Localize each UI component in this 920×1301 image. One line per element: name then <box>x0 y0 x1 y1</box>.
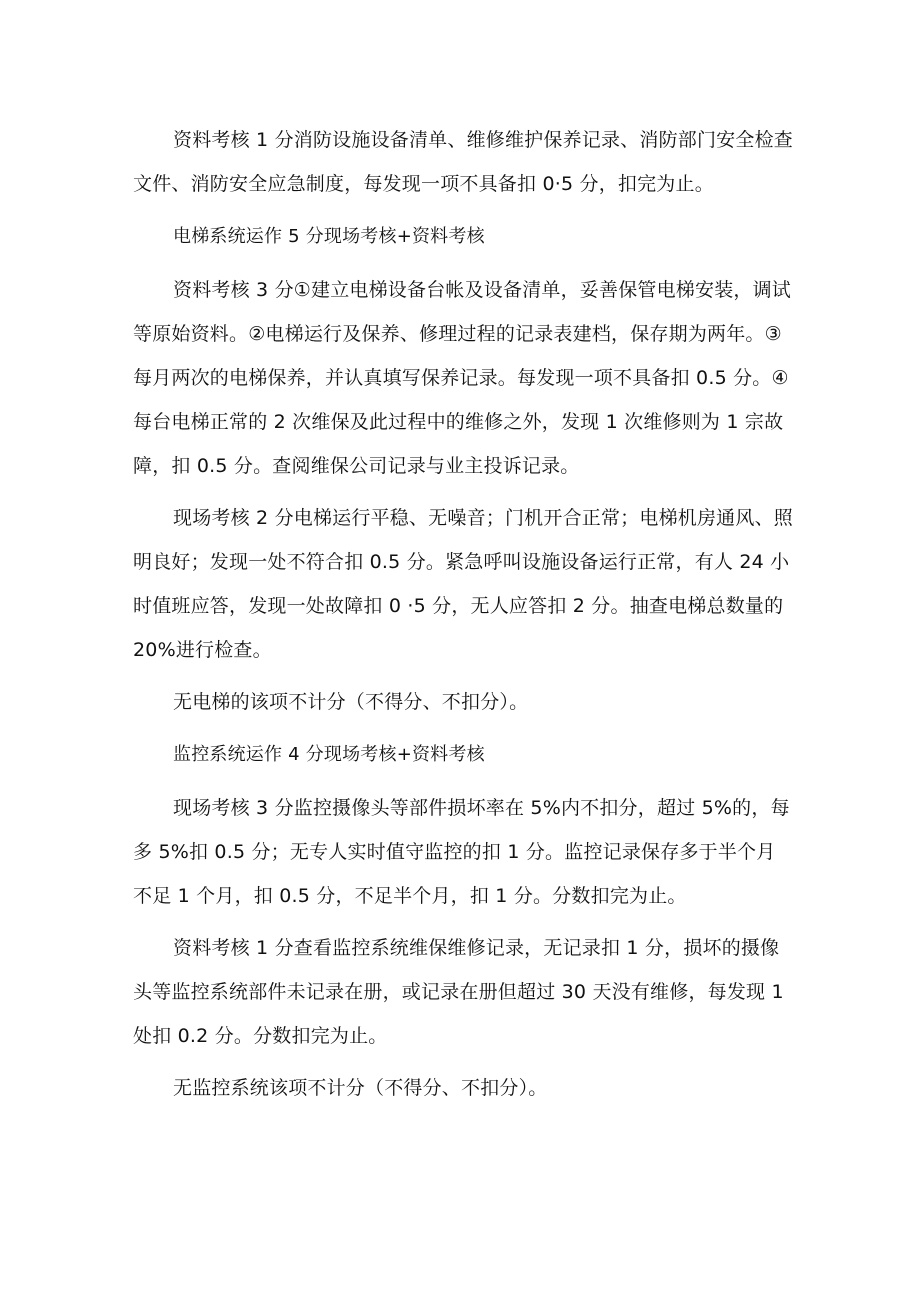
paragraph-gap <box>133 724 793 732</box>
document-body <box>133 118 793 1110</box>
paragraph-gap <box>133 778 793 786</box>
paragraph-monitoring-docs: 资料考核 1 分查看监控系统维保维修记录，无记录扣 1 分，损坏的摄像头等监控系统部件未记录在册，或记录在册但超过 30 天没有维修，每发现 1 处扣 0.2 分。分数扣完为止。 <box>133 937 784 1047</box>
paragraph-monitoring-onsite: 现场考核 3 分监控摄像头等部件损坏率在 5%内不扣分，超过 5%的，每多 5%扣 0.5 分；无专人实时值守监控的扣 1 分。监控记录保存多于半个月不足 1 个月，扣 0.5 分，不足半个月，扣 1 分。分数扣完为止。 <box>133 797 790 907</box>
paragraph-gap <box>133 672 793 680</box>
paragraph-no-monitoring: 无监控系统该项不计分（不得分、不扣分）。 <box>173 1077 548 1099</box>
paragraph-no-elevator: 无电梯的该项不计分（不得分、不扣分）。 <box>173 691 529 713</box>
section-heading-elevator: 电梯系统运作 5 分现场考核+资料考核 <box>173 226 485 247</box>
paragraph-fire-docs: 资料考核 1 分消防设施设备清单、维修维护保养记录、消防部门安全检查文件、消防安全应急制度，每发现一项不具备扣 0·5 分，扣完为止。 <box>133 129 793 195</box>
section-heading-monitoring: 监控系统运作 4 分现场考核+资料考核 <box>173 744 485 765</box>
paragraph-gap <box>133 206 793 214</box>
paragraph-gap <box>133 1058 793 1066</box>
paragraph-gap <box>133 260 793 268</box>
paragraph-gap <box>133 918 793 926</box>
paragraph-elevator-onsite: 现场考核 2 分电梯运行平稳、无噪音；门机开合正常；电梯机房通风、照明良好；发现一处不符合扣 0.5 分。紧急呼叫设施设备运行正常，有人 24 小时值班应答，发现一处故障扣 0 ·5 分，无人应答扣 2 分。抽查电梯总数量的 20%进行检查。 <box>133 507 793 661</box>
paragraph-elevator-docs: 资料考核 3 分①建立电梯设备台帐及设备清单，妥善保管电梯安装，调试等原始资料。②电梯运行及保养、修理过程的记录表建档，保存期为两年。③每月两次的电梯保养，并认真填写保养记录。每发现一项不具备扣 0.5 分。④每台电梯正常的 2 次维保及此过程中的维修之外，发现 1 次维修则为 1 宗故障，扣 0.5 分。查阅维保公司记录与业主投诉记录。 <box>133 279 792 477</box>
paragraph-gap <box>133 488 793 496</box>
